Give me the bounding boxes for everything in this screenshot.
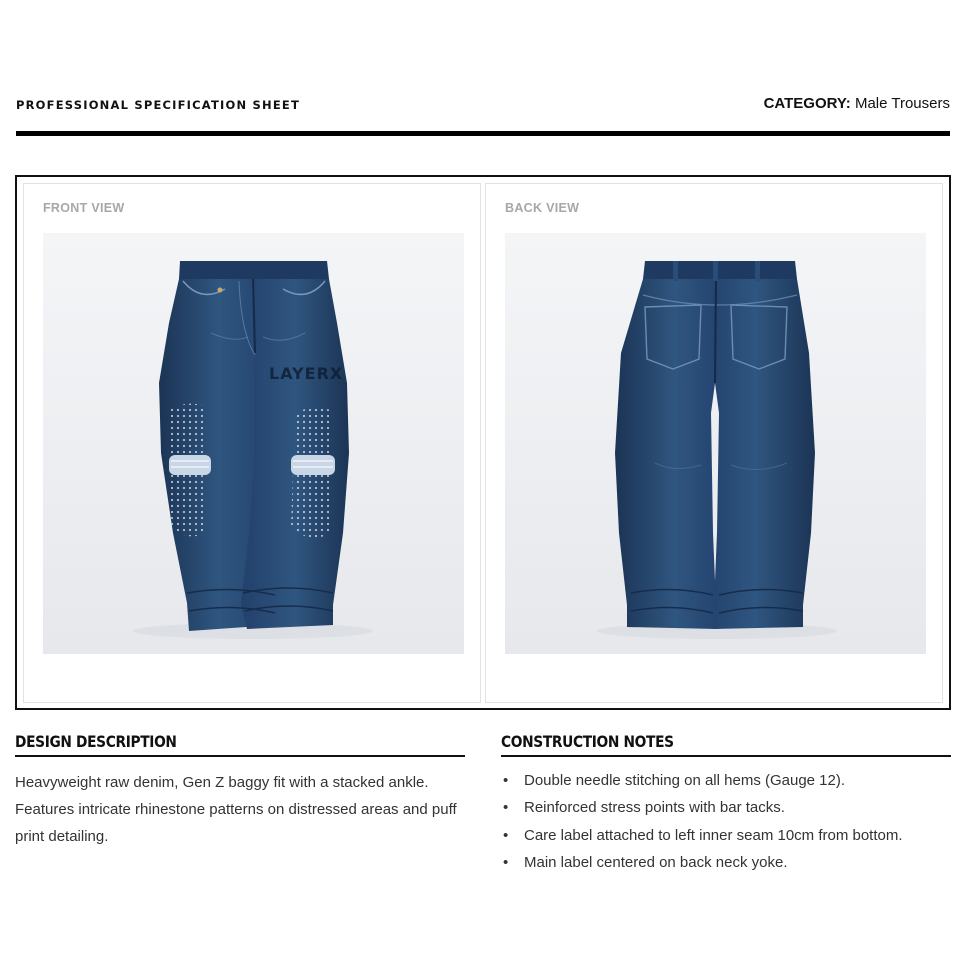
- front-view-panel: [23, 183, 481, 703]
- construction-notes-divider: [501, 755, 951, 757]
- category-label: CATEGORY:: [763, 95, 851, 112]
- list-item: • Reinforced stress points with bar tacks.: [501, 794, 951, 821]
- sheet-title: PROFESSIONAL SPECIFICATION SHEET: [16, 98, 300, 112]
- design-description-title: DESIGN DESCRIPTION: [15, 732, 177, 751]
- sheet-header: [16, 94, 950, 116]
- header-divider: [16, 131, 950, 136]
- construction-notes-section: [501, 732, 951, 876]
- back-view-image: [505, 233, 926, 654]
- list-item: • Double needle stitching on all hems (Gauge 12).: [501, 767, 951, 794]
- front-view-label: FRONT VIEW: [43, 201, 125, 215]
- design-description-text: Heavyweight raw denim, Gen Z baggy fit with a stacked ankle. Features intricate rhinestone patterns on distressed areas and puff print detailing.: [15, 774, 457, 845]
- list-item: • Care label attached to left inner seam 10cm from bottom.: [501, 822, 951, 849]
- category-field: [764, 95, 950, 112]
- front-view-image: [43, 233, 464, 654]
- category-value: Male Trousers: [854, 95, 950, 112]
- list-item: • Main label centered on back neck yoke.: [501, 849, 951, 876]
- front-print-text: LAYERX: [269, 364, 344, 383]
- back-view-panel: [485, 183, 943, 703]
- back-view-label: BACK VIEW: [505, 201, 580, 215]
- construction-notes-title: CONSTRUCTION NOTES: [501, 732, 674, 751]
- design-description-section: [15, 732, 465, 850]
- design-description-divider: [15, 755, 465, 757]
- construction-notes-list: [501, 767, 951, 876]
- views-frame: [15, 175, 951, 710]
